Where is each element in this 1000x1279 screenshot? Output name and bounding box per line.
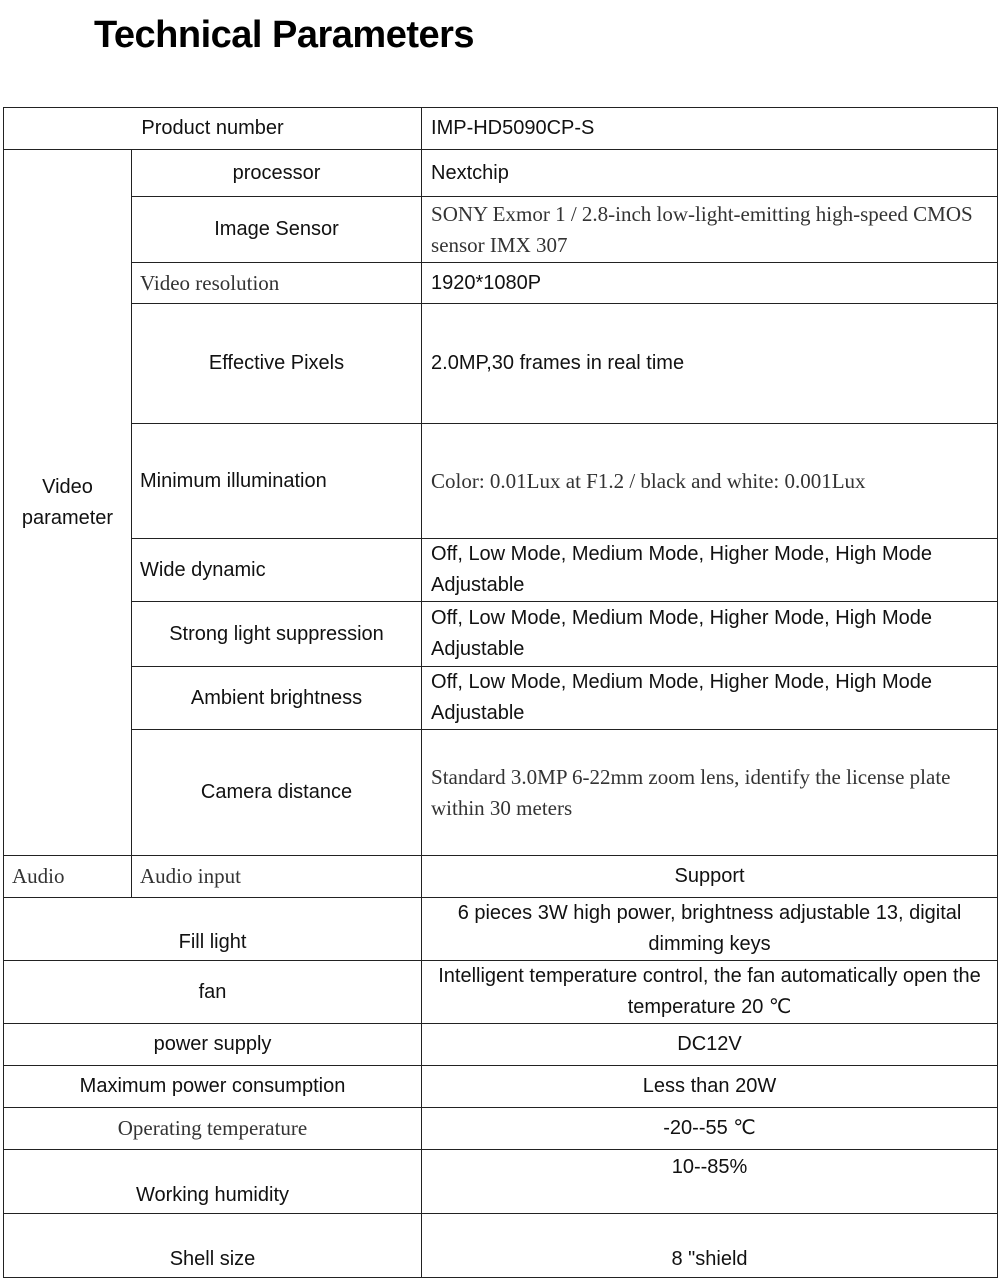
row-label: processor [132, 150, 422, 197]
table-row [4, 263, 998, 304]
table-row [4, 1066, 998, 1108]
row-label: Camera distance [132, 730, 422, 856]
row-value: Off, Low Mode, Medium Mode, Higher Mode, High Mode Adjustable [422, 602, 998, 667]
row-label: Minimum illumination [132, 424, 422, 539]
spec-table [3, 107, 998, 1278]
row-label: Ambient brightness [132, 667, 422, 730]
row-value: Nextchip [422, 150, 998, 197]
table-row [4, 730, 998, 856]
table-row [4, 1108, 998, 1150]
row-value: 6 pieces 3W high power, brightness adjustable 13, digital dimming keys [422, 898, 998, 961]
row-value: 8 "shield [422, 1214, 998, 1278]
table-row [4, 1150, 998, 1214]
table-row [4, 856, 998, 898]
row-label: Working humidity [4, 1150, 422, 1214]
row-value: Color: 0.01Lux at F1.2 / black and white: 0.001Lux [422, 424, 998, 539]
row-value: Intelligent temperature control, the fan automatically open the temperature 20 ℃ [422, 961, 998, 1024]
row-value: Off, Low Mode, Medium Mode, Higher Mode, High Mode Adjustable [422, 539, 998, 602]
row-label: fan [4, 961, 422, 1024]
page-title: Technical Parameters [94, 14, 475, 56]
table-row [4, 197, 998, 263]
table-row [4, 108, 998, 150]
row-value: 1920*1080P [422, 263, 998, 304]
row-label: Operating temperature [4, 1108, 422, 1150]
table-row [4, 898, 998, 961]
row-value: 10--85% [422, 1150, 998, 1214]
table-row [4, 602, 998, 667]
row-value: Standard 3.0MP 6-22mm zoom lens, identify the license plate within 30 meters [422, 730, 998, 856]
table-row [4, 961, 998, 1024]
row-value: Less than 20W [422, 1066, 998, 1108]
row-value: 2.0MP,30 frames in real time [422, 304, 998, 424]
row-value: -20--55 ℃ [422, 1108, 998, 1150]
row-value: IMP-HD5090CP-S [422, 108, 998, 150]
row-label: Strong light suppression [132, 602, 422, 667]
row-label: Image Sensor [132, 197, 422, 263]
row-label: Fill light [4, 898, 422, 961]
table-row [4, 1024, 998, 1066]
table-row [4, 667, 998, 730]
row-value: Off, Low Mode, Medium Mode, Higher Mode, High Mode Adjustable [422, 667, 998, 730]
group-label-audio: Audio [4, 856, 132, 898]
row-label: Shell size [4, 1214, 422, 1278]
row-label: Video resolution [132, 263, 422, 304]
row-label: Audio input [132, 856, 422, 898]
table-row [4, 150, 998, 197]
table-row [4, 424, 998, 539]
row-label: power supply [4, 1024, 422, 1066]
table-row [4, 304, 998, 424]
row-label: Product number [4, 108, 422, 150]
table-row [4, 539, 998, 602]
row-label: Effective Pixels [132, 304, 422, 424]
group-label-video: Video parameter [4, 150, 132, 856]
row-value: DC12V [422, 1024, 998, 1066]
table-row [4, 1214, 998, 1278]
row-label: Maximum power consumption [4, 1066, 422, 1108]
row-value: SONY Exmor 1 / 2.8-inch low-light-emitting high-speed CMOS sensor IMX 307 [422, 197, 998, 263]
row-value: Support [422, 856, 998, 898]
row-label: Wide dynamic [132, 539, 422, 602]
